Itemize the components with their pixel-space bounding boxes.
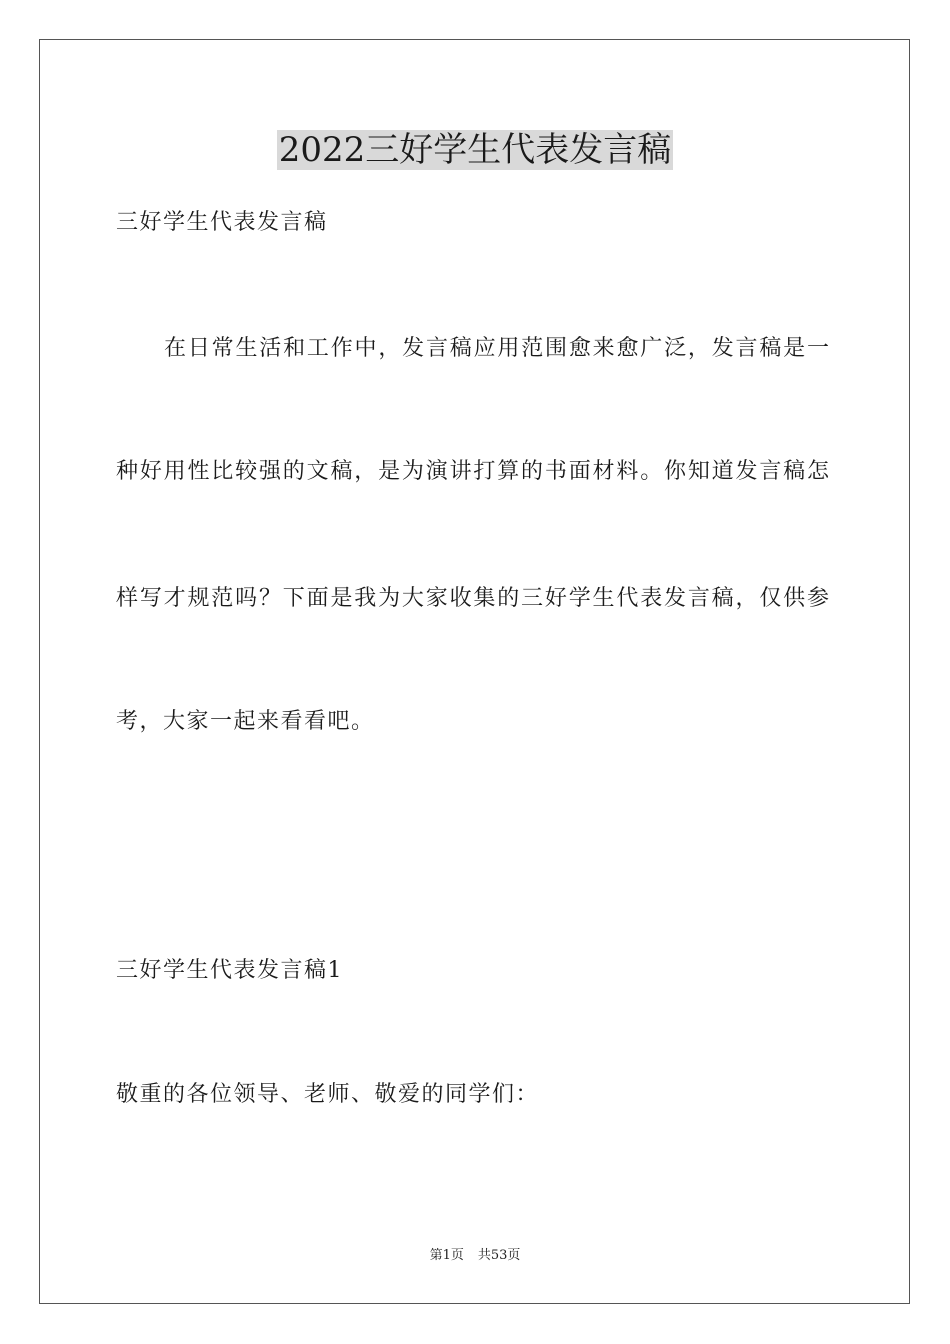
section-heading: 三好学生代表发言稿1 — [116, 958, 343, 983]
footer-total-pages: 共53页 — [477, 1248, 521, 1263]
intro-line-3: 样写才规范吗？下面是我为大家收集的三好学生代表发言稿，仅供参 — [116, 586, 829, 611]
page-footer — [0, 1247, 950, 1265]
intro-line-2: 种好用性比较强的文稿，是为演讲打算的书面材料。你知道发言稿怎 — [116, 459, 829, 484]
document-title-text: 2022三好学生代表发言稿 — [278, 130, 672, 170]
intro-line-1: 在日常生活和工作中，发言稿应用范围愈来愈广泛，发言稿是一 — [164, 336, 829, 361]
document-subtitle: 三好学生代表发言稿 — [116, 210, 328, 235]
salutation: 敬重的各位领导、老师、敬爱的同学们： — [116, 1082, 540, 1107]
intro-line-4: 考，大家一起来看看吧。 — [116, 709, 375, 734]
footer-current-page: 第1页 — [429, 1248, 464, 1263]
document-title — [0, 126, 950, 174]
